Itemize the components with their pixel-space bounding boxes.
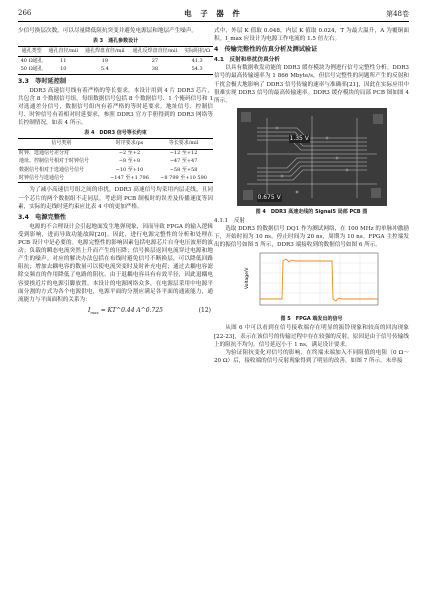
table-cell: −8 799 至+10 590 [154, 174, 213, 183]
figure5-caption: 图 5 FPGA 端发出的信号 [280, 316, 343, 323]
table-cell: −47 至+47 [169, 158, 198, 165]
table-cell: 11 [60, 57, 67, 64]
running-header [18, 7, 409, 21]
table-header-cell: 信号类别 [18, 139, 105, 149]
table-header-row [18, 139, 213, 149]
table-row [18, 57, 213, 66]
equation-rhs: = KT^0.44 A^0.725 [98, 306, 163, 314]
equation-body [88, 307, 163, 317]
subsection-heading: 4.1 反射和串扰仿真分析 [214, 57, 280, 64]
table-row [18, 149, 213, 158]
paragraph: 式中，外层 K 值取 0.048，内层 K 值取 0.024，T 为最大温升，A 为覆铜面积。I_max 应设计为电源工作电流的 1.5 倍左右。 [214, 28, 409, 43]
section-heading: 4 传输完整性的仿真分析及测试验证 [214, 46, 318, 54]
table-header-cell: 通孔直径/mil [45, 47, 81, 57]
paragraph: 为了减小高速信号组之间的串扰，DDR3 高速信号均采用内层走线，且同一个芯片的两个数据组不走同层。考虑到 PCB 制板时的误差及传播速度等因素，实际的走线时延约束应比表 4 中的更加严格。 [18, 187, 213, 210]
table4-caption: 表 4 DDR3 信号等长约束 [84, 130, 147, 137]
table-row [18, 158, 213, 166]
figure4-caption: 图 4 DDR3 高速走线的 Signal5 局部 PCB 图 [255, 208, 368, 215]
via-parameter-table [18, 46, 213, 75]
table-cell: 5.4 [81, 66, 128, 75]
voltage-label: 1.35 V [289, 134, 309, 142]
table-cell: 数据信号相对于选通信号信号 [19, 166, 85, 173]
section-heading: 3.4 电源完整性 [18, 213, 67, 221]
voltage-label: 0.675 V [257, 193, 281, 201]
table-cell: 时钟信号与选通信号 [18, 174, 105, 183]
table-header-cell: 时序要求/ps [105, 139, 154, 149]
table-row [18, 166, 213, 174]
page-number: 266 [18, 9, 32, 17]
pcb-layout-figure [237, 108, 387, 206]
table-cell: 19 [101, 57, 109, 64]
table-cell: 时钟、选通信号差分对 [19, 150, 70, 157]
equation-subscript: max [90, 309, 99, 315]
left-column [18, 27, 213, 317]
paragraph: DDR3 高速信号线有着严格的等长要求。本设计用到 4 片 DDR3 芯片，共包含 8 个数据信号组，每组数据信号包括 8 个数据信号、1 个掩码信号和 1 对选通差分信号，数据信号组内有着严格的等时延要求。地址信号、控制信号、时钟信号有着相对时延要求，参照 DDR3 官方手册得到的 DDR3 网络等长控制情况，如表 4 所示。 [18, 87, 213, 127]
table-header-row [18, 47, 213, 57]
table-cell: 54.3 [181, 66, 213, 75]
table-cell: 50 Ω通孔 [18, 66, 45, 75]
section-heading: 3.3 等时延控制 [18, 77, 67, 85]
table-cell: −8 至+8 [118, 158, 141, 165]
paragraph: 从图 6 中可以看到在信号接收端存在明显的振铃现象和较高的回沟现象[22-23]，表示在该信号的传输过程中存在较强的反射，原因是由于信号传输线上的阻抗不均匀。信号延迟小于 1 ns，满足设计要求。 [214, 325, 409, 348]
table-cell: −2 至+2 [118, 150, 141, 157]
header-rule [18, 21, 409, 22]
table-header-cell: 实际阻抗/Ω [181, 47, 213, 57]
table-header-cell: 等长要求/mil [154, 139, 213, 149]
length-constraint-table [18, 138, 213, 183]
waveform-plot [242, 251, 382, 313]
y-axis-label: Voltage/V [244, 267, 250, 290]
table-cell: 40 Ω通孔 [20, 57, 43, 64]
table-cell: 10 [45, 66, 81, 75]
paragraph: 以具有数据收发功能的 DDR3 缓存模块为例进行信号完整性分析。DDR3 信号的最高传输速率为 1 866 Mbyte/s，但信号完整性的问题所产生的反射和干扰会极大地影响了 DDR3 信号传输的速率与准确率[21]，因此在实际应用中很难实现 DDR3 信号的最高传输速率。DDR3 缓存模块的局部 PCB 图如图 4 所示。 [214, 65, 409, 104]
equation-number: (12) [198, 306, 211, 314]
table-header-cell: 通孔类型 [18, 47, 45, 57]
table-cell: 41.3 [191, 57, 203, 64]
table-cell: 38 [128, 66, 181, 75]
equation-lhs: I [88, 306, 91, 314]
table-cell: −58 至+58 [169, 166, 198, 173]
table-cell: −147 至+1 796 [105, 174, 154, 183]
table-cell: −12 至+12 [169, 150, 198, 157]
subsubsection-heading: 4.1.1 反射 [214, 217, 246, 224]
equation [18, 306, 213, 317]
paragraph: 选取 DDR3 的数据信号 DQ1 作为测试网络，在 100 MHz 的单脉冲激励下，开始时间为 10 ns，停止时间为 20 ns，周期为 10 ns。FPGA 主控端发出的振信号如图 5 所示，DDR3 端接收到的数据信号如图 6 所示。 [214, 226, 409, 249]
table-cell: 27 [151, 57, 159, 64]
table-header-cell: 通孔焊盘直径/mil [81, 47, 128, 57]
right-column [214, 27, 409, 365]
table-header-cell: 通孔反焊盘直径/mil [128, 47, 181, 57]
table3-caption: 表 3 通孔参数设计 [92, 38, 139, 45]
pcb-traces-graphic [237, 108, 387, 206]
table-row [18, 174, 213, 183]
table-cell: 地址、控制信号相对于时钟信号 [19, 158, 90, 165]
paragraph: 少信号换层次数，可以尽量降低阻抗突变并避免电源层和地层产生噪声。 [18, 28, 198, 34]
paragraph: 为验证阻抗变化对信号的影响，在终端未端加入不同阻值的电阻（0 Ω～20 Ω）后，接收端的信号反射现象得到了明显的改善，如图 7 所示。未串接 [214, 349, 409, 364]
table-row [18, 66, 213, 75]
journal-name: 电 子 器 件 [184, 9, 243, 18]
paragraph: 电源的不合理设计会引起地面发生地弹现象，因而导致 FPGA 的输入逻辑受到影响，进而导致功能故障[20]。因此，进行电源完整性的分析和处理在 PCB 设计中是必要的。电源完整性的影响因素包括电源芯片自身电压波形的波动；负载的瞬态电流突然上升而产生的压降；信号换层返回电流穿过电源和地产生的噪声。对应的解决办法包括在布线时避免信号不断换层，可以降低回路阻抗；增加去耦电容的数量可以使电流突变时及时补充电荷；通过去耦电容滤除交频直的作用降低了电路的阻抗。由于退耦电容具有有效半径，因此退耦电容要挨近片的电源引脚放置。本设计的电源网络众多，在电源层采用中电源平面分割的方式为各个电源供电，电源平面的分割应满足各平面的通流能力，通流能力与平面面积的关系为： [18, 223, 213, 303]
volume-label: 第48卷 [386, 10, 409, 18]
table-cell: −10 至+10 [115, 166, 144, 173]
